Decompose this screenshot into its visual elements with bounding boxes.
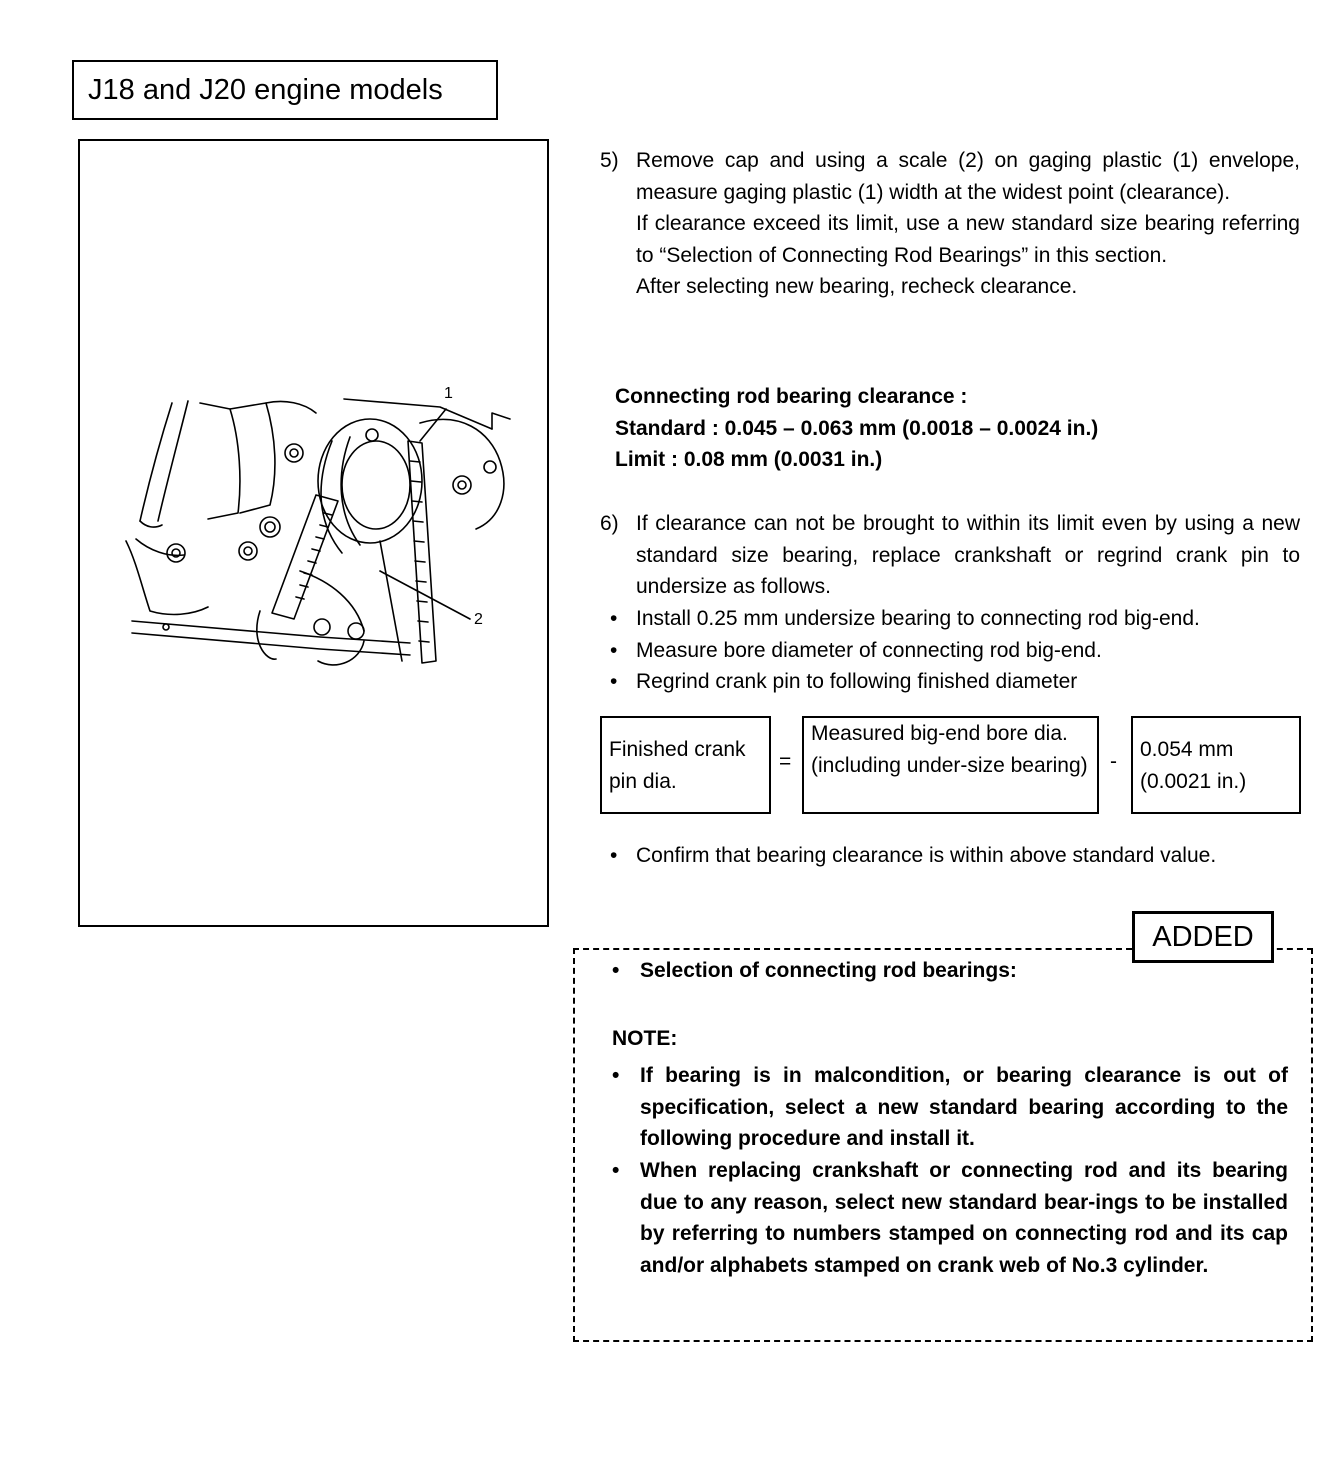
selection-heading: • Selection of connecting rod bearings: (612, 955, 1288, 987)
list-item: • Regrind crank pin to following finished diameter (610, 666, 1300, 698)
list-item: • Measure bore diameter of connecting rod big-end. (610, 635, 1300, 667)
step-6 (600, 508, 1300, 603)
figure-frame (78, 139, 549, 927)
step-6-number: 6) (600, 512, 619, 535)
formula-measured-bore: Measured big-end bore dia. (including under-size bearing) (802, 716, 1099, 814)
callout-1: 1 (444, 385, 453, 402)
step-6-text: If clearance can not be brought to within its limit even by using a new standard size bearing, replace crankshaft or regrind crank pin to undersize as follows. (636, 512, 1300, 599)
step-6-bullets (610, 603, 1300, 698)
bullet-icon: • (612, 1064, 620, 1088)
list-item: • When replacing crankshaft or connecting rod and its bearing due to any reason, select new standard bear-ings to be installed by referring to numbers stamped on connecting rod and its cap and/or alphabets stamped on crank web of No.3 cylinder. (612, 1155, 1288, 1281)
bullet-icon: • (610, 844, 618, 867)
note-label: NOTE: (612, 1026, 678, 1050)
added-content (612, 955, 1288, 1281)
bullet-icon: • (612, 1158, 620, 1182)
page-title: J18 and J20 engine models (72, 60, 498, 120)
gaging-plastic-illustration (80, 141, 547, 925)
bullet-icon: • (612, 959, 620, 982)
step-5 (600, 145, 1300, 303)
step-5-text: Remove cap and using a scale (2) on gaging plastic (1) envelope, measure gaging plastic (1) width at the widest point (clearance). (636, 149, 1300, 204)
formula-constant: 0.054 mm (0.0021 in.) (1131, 716, 1301, 814)
step-5-number: 5) (600, 149, 619, 172)
spec-standard: Standard : 0.045 – 0.063 mm (0.0018 – 0.0024 in.) (615, 416, 1099, 440)
spec-limit: Limit : 0.08 mm (0.0031 in.) (615, 448, 883, 472)
clearance-spec (615, 381, 1098, 476)
list-item: • If bearing is in malcondition, or bearing clearance is out of specification, select a new standard bearing according to the following procedure and install it. (612, 1060, 1288, 1155)
spec-heading: Connecting rod bearing clearance : (615, 385, 968, 408)
list-item: • Confirm that bearing clearance is within above standard value. (610, 840, 1300, 872)
bullet-icon: • (610, 638, 618, 662)
formula-finished-dia: Finished crank pin dia. (600, 716, 771, 814)
step-5-text-2: If clearance exceed its limit, use a new standard size bearing referring to “Selection of Connecting Rod Bearings” in this section. (636, 212, 1300, 267)
bullet-icon: • (610, 607, 618, 630)
bullet-icon: • (610, 670, 618, 694)
step-5-text-3: After selecting new bearing, recheck clearance. (636, 275, 1078, 299)
formula-equals: = (779, 750, 792, 773)
list-item: • Install 0.25 mm undersize bearing to connecting rod big-end. (610, 603, 1300, 635)
callout-2: 2 (474, 611, 483, 628)
formula-minus: - (1110, 750, 1117, 773)
added-label: ADDED (1132, 911, 1274, 963)
confirm-bullet (610, 840, 1300, 872)
